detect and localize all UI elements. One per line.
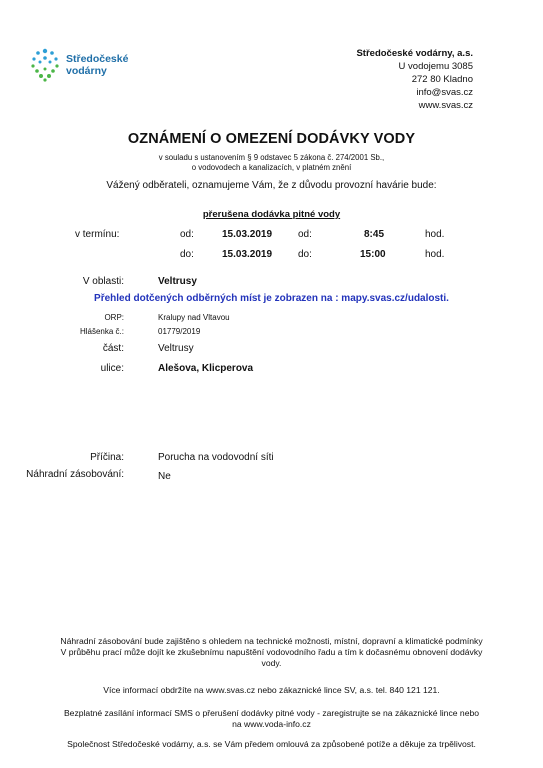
legal-line-1: v souladu s ustanovením § 9 odstavec 5 zákona č. 274/2001 Sb., (158, 153, 385, 162)
legal-line-2: o vodovodech a kanalizacích, v platném znění (191, 163, 352, 172)
start-date: 15.03.2019 (222, 229, 273, 240)
report-label: Hlášenka č.: (79, 327, 124, 336)
company-city: 272 80 Kladno (411, 74, 473, 85)
end-time-label: do: (298, 249, 312, 260)
water-drops-logo-icon (28, 47, 62, 83)
notice-title: OZNÁMENÍ O OMEZENÍ DODÁVKY VODY (127, 131, 416, 147)
footer-sms (12, 708, 531, 730)
company-email[interactable]: info@svas.cz (416, 87, 473, 98)
orp-label: ORP: (104, 313, 124, 322)
report-number: 01779/2019 (158, 327, 201, 336)
footer-notes (12, 636, 531, 669)
area-label: V oblasti: (82, 276, 124, 287)
footer-info: Více informací obdržíte na www.svas.cz nebo zákaznické lince SV, a.s. tel. 840 121 121. (103, 685, 440, 695)
footer-apology: Společnost Středočeské vodárny, a.s. se Vám předem omlouvá za způsobené potíže a děkuje za trpělivost. (67, 739, 476, 749)
start-time-label: od: (298, 229, 312, 240)
company-web[interactable]: www.svas.cz (418, 100, 473, 111)
end-time: 15:00 (360, 249, 386, 260)
company-logo (28, 47, 148, 87)
logo-wordmark (66, 53, 128, 77)
company-address (356, 47, 473, 112)
supply-value: Ne (158, 471, 171, 482)
company-street: U vodojemu 3085 (398, 61, 473, 72)
term-label: v termínu: (75, 229, 120, 240)
footer-line-2: V průběhu prací může dojít ke zkušebnímu napuštění vodovodního řadu a tím k dočasnému obnovení dodávky (60, 647, 483, 657)
part-value: Veltrusy (158, 343, 194, 354)
legal-basis (0, 153, 543, 173)
part-label: část: (102, 343, 124, 354)
footer-sms-line-1: Bezplatné zasílání informací SMS o přerušení dodávky pitné vody - zaregistrujte se na zákaznické lince nebo (63, 708, 480, 718)
street-label: ulice: (100, 363, 124, 374)
greeting: Vážený odběrateli, oznamujeme Vám, že z důvodu provozní havárie bude: (106, 180, 437, 191)
cause-value: Porucha na vodovodní síti (158, 452, 274, 463)
footer-sms-line-2: na www.voda-info.cz (232, 719, 311, 729)
supply-label: Náhradní zásobování: (26, 469, 124, 480)
company-name: Středočeské vodárny, a.s. (356, 48, 473, 59)
street-value: Alešova, Klicperova (158, 363, 254, 374)
start-time: 8:45 (364, 229, 385, 240)
status-heading: přerušena dodávka pitné vody (202, 209, 341, 220)
end-date: 15.03.2019 (222, 249, 273, 260)
end-unit: hod. (425, 249, 445, 260)
logo-line1: Středočeské (66, 53, 129, 65)
affected-map-link[interactable]: Přehled dotčených odběrných míst je zobrazen na : mapy.svas.cz/udalosti. (94, 293, 449, 304)
footer-line-1: Náhradní zásobování bude zajištěno s ohledem na technické možnosti, místní, dopravní a klimatické podmínky (60, 636, 483, 646)
logo-line2: vodárny (66, 65, 107, 77)
start-unit: hod. (425, 229, 445, 240)
area-value: Veltrusy (158, 276, 197, 287)
footer-line-3: vody. (261, 658, 282, 668)
end-date-label: do: (180, 249, 194, 260)
start-date-label: od: (180, 229, 194, 240)
orp-value: Kralupy nad Vltavou (158, 313, 230, 322)
cause-label: Příčina: (90, 452, 124, 463)
